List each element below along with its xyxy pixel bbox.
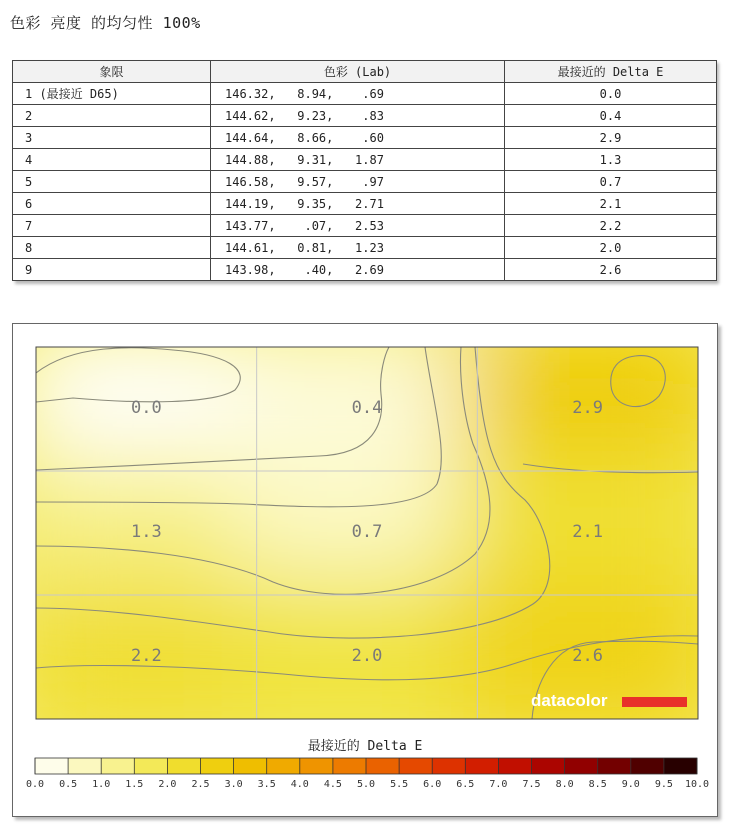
scale-tick-label: 2.0	[158, 779, 177, 790]
quadrant-cell: 4	[13, 149, 211, 171]
uniformity-table-box	[12, 60, 716, 281]
scale-swatch	[498, 758, 532, 774]
quadrant-value-label: 2.6	[572, 646, 604, 666]
scale-tick-label: 8.0	[555, 779, 574, 790]
lab-cell: 146.32, 8.94, .69	[211, 83, 505, 105]
scale-swatch	[465, 758, 499, 774]
delta-e-cell: 0.0	[505, 83, 717, 105]
scale-swatch	[399, 758, 433, 774]
column-header-delta-e: 最接近的 Delta E	[505, 61, 717, 83]
table-row	[13, 83, 717, 105]
quadrant-cell: 9	[13, 259, 211, 281]
scale-tick-label: 1.0	[92, 779, 111, 790]
scale-tick-label: 7.0	[489, 779, 508, 790]
lab-cell: 144.61, 0.81, 1.23	[211, 237, 505, 259]
lab-cell: 143.98, .40, 2.69	[211, 259, 505, 281]
scale-tick-label: 5.0	[356, 779, 376, 790]
quadrant-cell: 3	[13, 127, 211, 149]
column-header-quadrant: 象限	[13, 61, 211, 83]
quadrant-value-label: 2.0	[351, 646, 383, 666]
quadrant-cell: 2	[13, 105, 211, 127]
lab-cell: 143.77, .07, 2.53	[211, 215, 505, 237]
scale-tick-label: 2.5	[191, 779, 210, 790]
scale-tick-label: 5.5	[390, 779, 409, 790]
scale-tick-label: 9.0	[621, 779, 640, 790]
table-row	[13, 171, 717, 193]
column-header-lab: 色彩 (Lab)	[211, 61, 505, 83]
quadrant-value-label: 2.1	[572, 522, 604, 542]
table-row	[13, 149, 717, 171]
scale-swatch	[598, 758, 632, 774]
brand-logo-text: datacolor	[531, 691, 608, 710]
lab-cell: 144.62, 9.23, .83	[211, 105, 505, 127]
lab-cell: 144.19, 9.35, 2.71	[211, 193, 505, 215]
scale-tick-label: 0.5	[59, 779, 78, 790]
table-header-row	[13, 61, 717, 83]
scale-swatch	[167, 758, 201, 774]
delta-e-cell: 2.1	[505, 193, 717, 215]
table-row	[13, 105, 717, 127]
quadrant-value-label: 1.3	[130, 522, 162, 542]
scale-tick-label: 3.0	[224, 779, 243, 790]
quadrant-value-label: 2.9	[572, 398, 604, 418]
scale-swatch	[333, 758, 367, 774]
quadrant-cell: 1 (最接近 D65)	[13, 83, 211, 105]
scale-swatch	[234, 758, 268, 774]
scale-swatch	[300, 758, 334, 774]
table-row	[13, 259, 717, 281]
scale-tick-label: 4.0	[290, 779, 309, 790]
quadrant-cell: 6	[13, 193, 211, 215]
table-row	[13, 237, 717, 259]
scale-title: 最接近的 Delta E	[307, 739, 423, 754]
uniformity-table	[12, 60, 717, 281]
delta-e-cell: 1.3	[505, 149, 717, 171]
quadrant-cell: 5	[13, 171, 211, 193]
quadrant-value-label: 0.4	[351, 398, 383, 418]
uniformity-heatmap	[13, 324, 717, 816]
lab-cell: 144.88, 9.31, 1.87	[211, 149, 505, 171]
quadrant-value-label: 0.0	[130, 398, 162, 418]
delta-e-cell: 0.7	[505, 171, 717, 193]
scale-swatch	[101, 758, 135, 774]
scale-swatch	[201, 758, 235, 774]
scale-tick-label: 8.5	[588, 779, 607, 790]
scale-swatch	[532, 758, 566, 774]
delta-e-cell: 2.2	[505, 215, 717, 237]
scale-tick-label: 6.0	[423, 779, 442, 790]
quadrant-cell: 8	[13, 237, 211, 259]
scale-tick-label: 6.5	[456, 779, 475, 790]
lab-cell: 146.58, 9.57, .97	[211, 171, 505, 193]
quadrant-value-label: 2.2	[130, 646, 162, 666]
delta-e-cell: 2.0	[505, 237, 717, 259]
page-title: 色彩 亮度 的均匀性 100%	[10, 14, 201, 32]
scale-swatch	[664, 758, 698, 774]
scale-swatch	[631, 758, 665, 774]
scale-tick-label: 9.5	[654, 779, 673, 790]
scale-tick-label: 10.0	[684, 779, 710, 790]
scale-tick-label: 7.5	[522, 779, 541, 790]
quadrant-value-label: 0.7	[351, 522, 383, 542]
scale-swatch	[68, 758, 102, 774]
scale-swatch	[432, 758, 466, 774]
scale-tick-label: 0.0	[25, 779, 45, 790]
table-row	[13, 127, 717, 149]
delta-e-cell: 2.6	[505, 259, 717, 281]
scale-swatch	[565, 758, 599, 774]
quadrant-cell: 7	[13, 215, 211, 237]
scale-tick-label: 3.5	[257, 779, 276, 790]
scale-tick-label: 4.5	[323, 779, 342, 790]
delta-e-cell: 0.4	[505, 105, 717, 127]
table-row	[13, 193, 717, 215]
table-row	[13, 215, 717, 237]
uniformity-chart-box	[12, 323, 718, 817]
scale-swatch	[366, 758, 400, 774]
scale-swatch	[134, 758, 168, 774]
scale-swatch	[35, 758, 69, 774]
delta-e-cell: 2.9	[505, 127, 717, 149]
scale-tick-label: 1.5	[125, 779, 144, 790]
brand-logo-bar	[622, 697, 687, 707]
scale-swatch	[267, 758, 301, 774]
lab-cell: 144.64, 8.66, .60	[211, 127, 505, 149]
